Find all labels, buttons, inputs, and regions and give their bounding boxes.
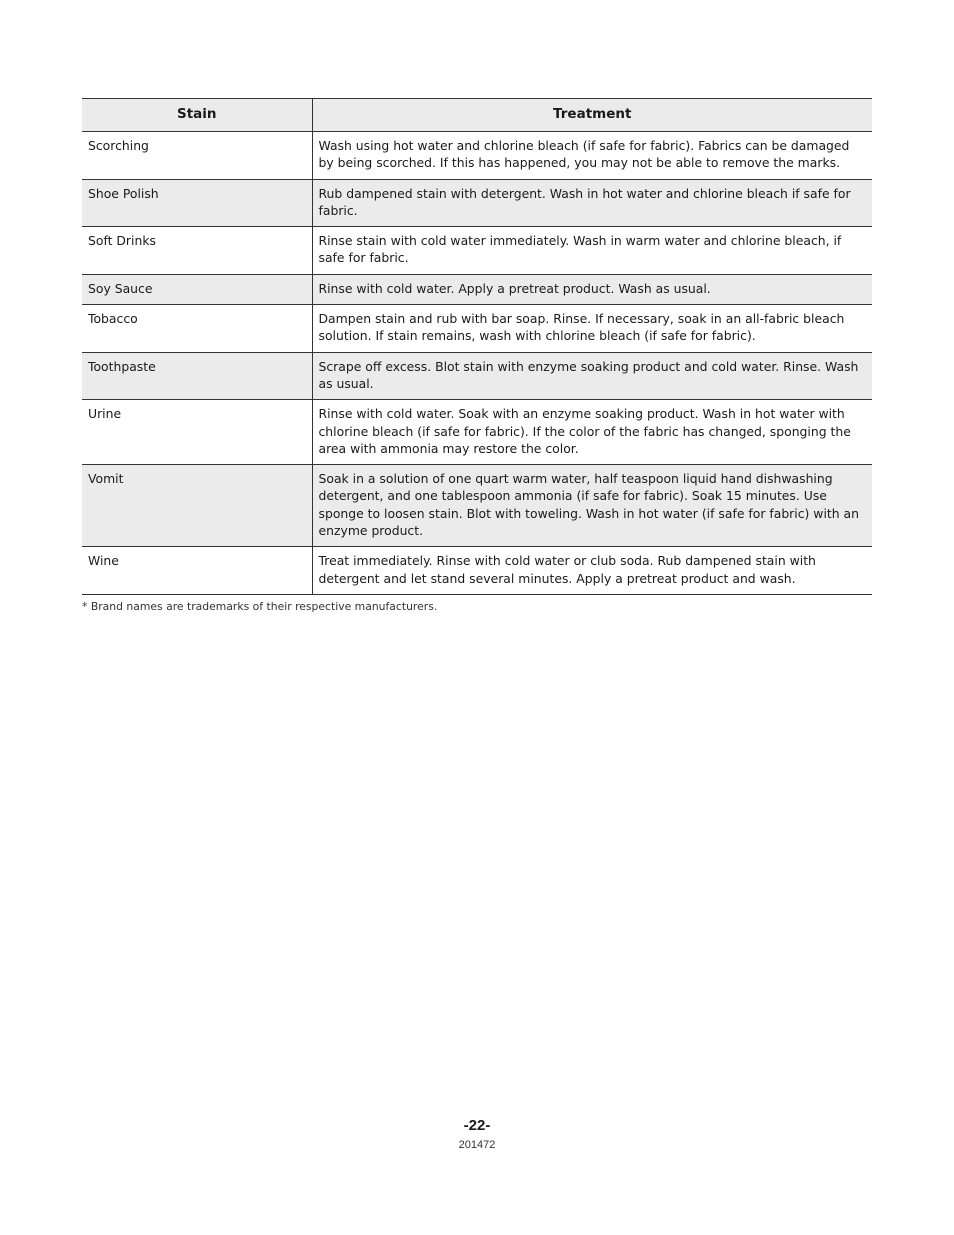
treatment-cell: Rinse with cold water. Soak with an enzyme soaking product. Wash in hot water with chlorine bleach (if safe for fabric). If the color of the fabric has changed, sponging the area with ammonia may restore the color. (312, 400, 872, 465)
stain-cell: Urine (82, 400, 312, 465)
treatment-cell: Rub dampened stain with detergent. Wash in hot water and chlorine bleach if safe for fabric. (312, 179, 872, 227)
treatment-cell: Soak in a solution of one quart warm water, half teaspoon liquid hand dishwashing detergent, and one tablespoon ammonia (if safe for fabric). Soak 15 minutes. Use sponge to loosen stain. Blot with toweling. Wash in hot water (if safe for fabric) with an enzyme product. (312, 465, 872, 547)
stain-cell: Toothpaste (82, 352, 312, 400)
stain-cell: Scorching (82, 132, 312, 180)
table-row (82, 352, 872, 400)
document-code: 201472 (458, 1139, 496, 1151)
table-row (82, 227, 872, 275)
page-number: -22- (463, 1117, 491, 1134)
treatment-cell: Scrape off excess. Blot stain with enzyme soaking product and cold water. Rinse. Wash as usual. (312, 352, 872, 400)
stain-cell: Soft Drinks (82, 227, 312, 275)
table-row (82, 274, 872, 304)
treatment-cell: Rinse stain with cold water immediately. Wash in warm water and chlorine bleach, if safe for fabric. (312, 227, 872, 275)
stain-treatment-table (82, 98, 872, 595)
header-stain: Stain (82, 99, 312, 132)
stain-cell: Wine (82, 547, 312, 595)
table-row (82, 305, 872, 353)
table-row (82, 179, 872, 227)
footnote: * Brand names are trademarks of their respective manufacturers. (82, 600, 438, 613)
table-row (82, 465, 872, 547)
table-row (82, 400, 872, 465)
treatment-cell: Dampen stain and rub with bar soap. Rinse. If necessary, soak in an all-fabric bleach solution. If stain remains, wash with chlorine bleach (if safe for fabric). (312, 305, 872, 353)
treatment-cell: Treat immediately. Rinse with cold water or club soda. Rub dampened stain with detergent and let stand several minutes. Apply a pretreat product and wash. (312, 547, 872, 595)
treatment-cell: Rinse with cold water. Apply a pretreat product. Wash as usual. (312, 274, 872, 304)
stain-cell: Soy Sauce (82, 274, 312, 304)
treatment-cell: Wash using hot water and chlorine bleach (if safe for fabric). Fabrics can be damaged by being scorched. If this has happened, you may not be able to remove the marks. (312, 132, 872, 180)
stain-cell: Shoe Polish (82, 179, 312, 227)
stain-cell: Tobacco (82, 305, 312, 353)
table-row (82, 132, 872, 180)
header-treatment: Treatment (312, 99, 872, 132)
table-row (82, 547, 872, 595)
stain-cell: Vomit (82, 465, 312, 547)
table-header-row (82, 99, 872, 132)
